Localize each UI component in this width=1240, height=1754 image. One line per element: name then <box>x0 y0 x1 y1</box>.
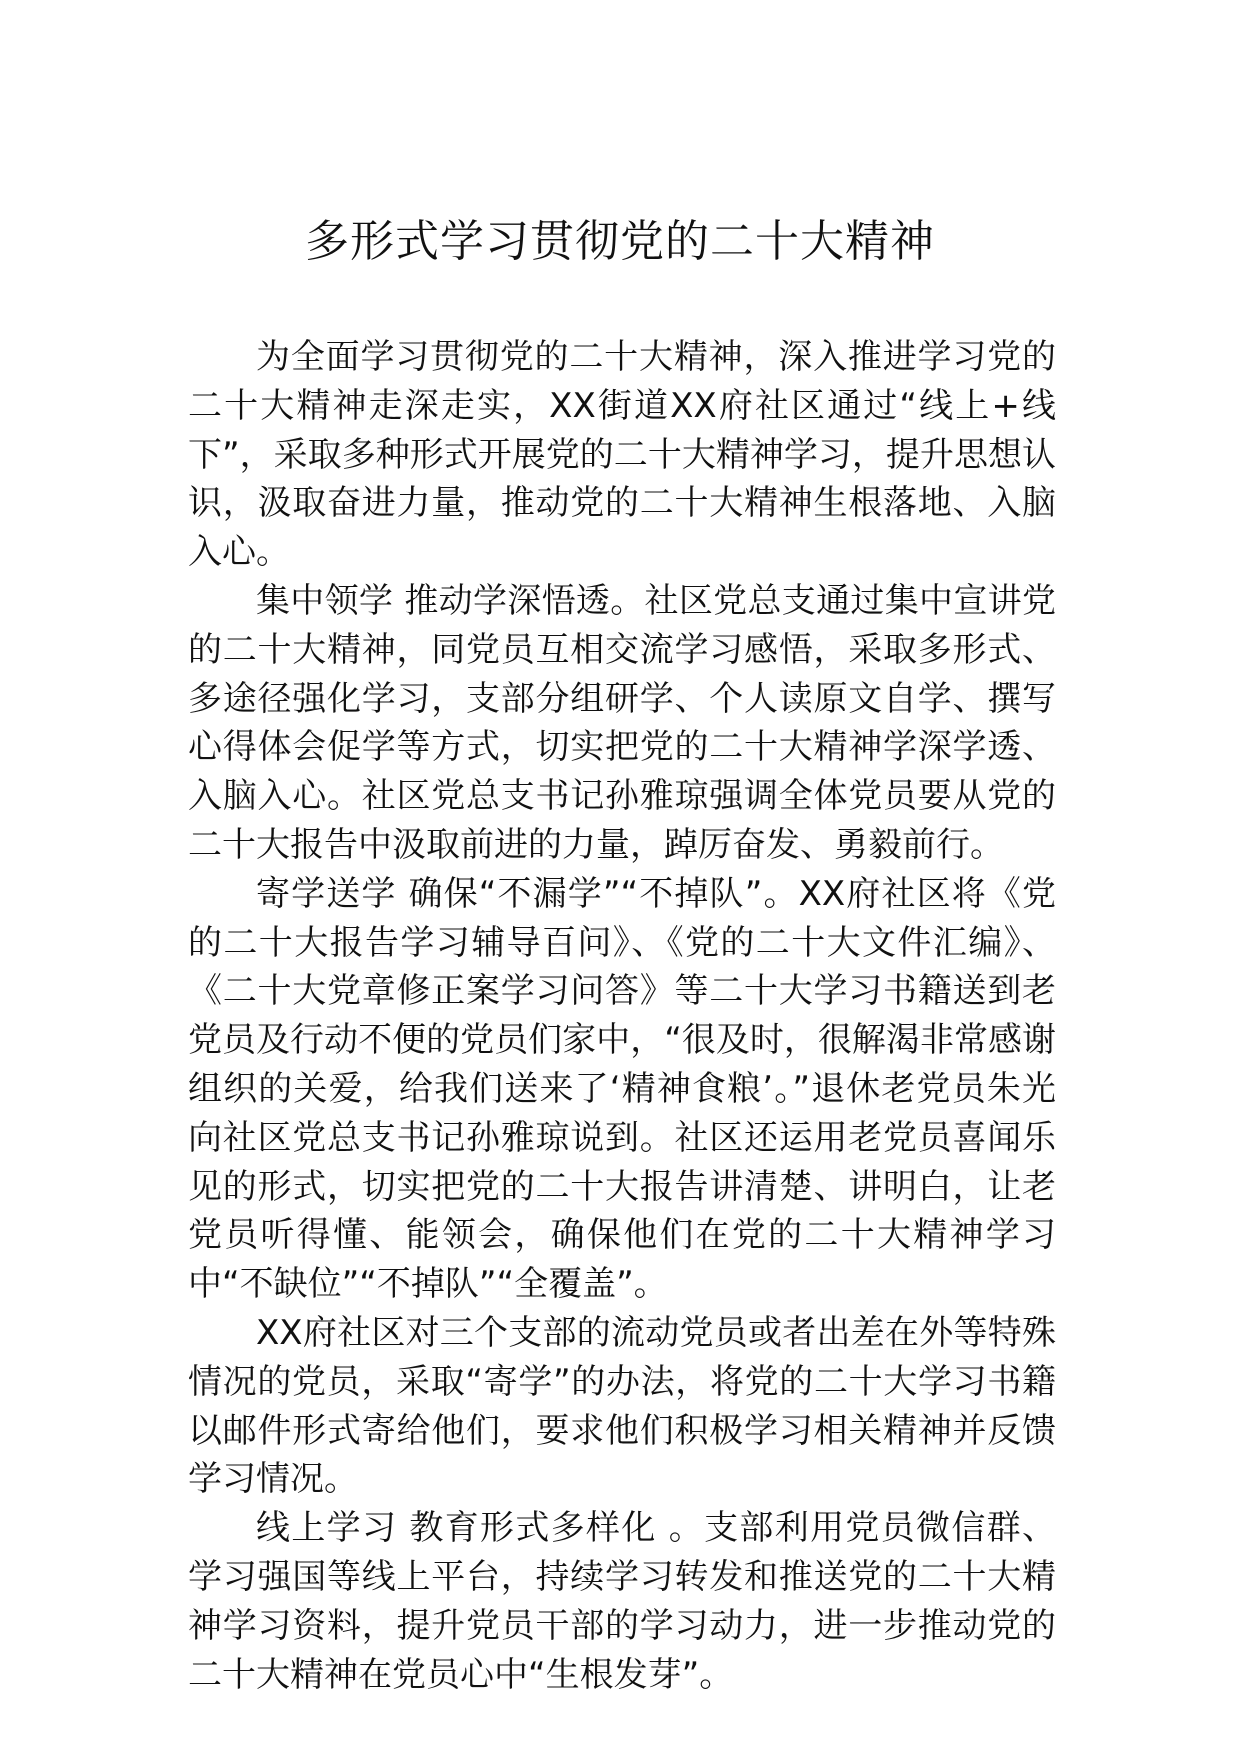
paragraph-mailed-study: XX府社区对三个支部的流动党员或者出差在外等特殊情况的党员，采取“寄学”的办法，将党的二十大学习书籍以邮件形式寄给他们，要求他们积极学习相关精神并反馈学习情况。 <box>188 1312 1056 1500</box>
paragraph-online-study: 线上学习 教育形式多样化 。支部利用党员微信群、学习强国等线上平台，持续学习转发和推送党的二十大精神学习资料，提升党员干部的学习动力，进一步推动党的二十大精神在党员心中“生根发芽”。 <box>188 1508 1056 1695</box>
document-body <box>188 333 1056 1699</box>
paragraph-centralized-study: 集中领学 推动学深悟透。社区党总支通过集中宣讲党的二十大精神，同党员互相交流学习感悟，采取多形式、多途径强化学习，支部分组研学、个人读原文自学、撰写心得体会促学等方式，切实把党的二十大精神学深学透、入脑入心。社区党总支书记孙雅琼强调全体党员要从党的二十大报告中汲取前进的力量，踔厉奋发、勇毅前行。 <box>188 580 1056 865</box>
paragraph-intro: 为全面学习贯彻党的二十大精神，深入推进学习党的二十大精神走深走实，XX街道XX府社区通过“线上+线下”，采取多种形式开展党的二十大精神学习，提升思想认识，汲取奋进力量，推动党的二十大精神生根落地、入脑入心。 <box>188 337 1056 573</box>
paragraph-delivered-study: 寄学送学 确保“不漏学”“不掉队”。XX府社区将《党的二十大报告学习辅导百问》、《党的二十大文件汇编》、《二十大党章修正案学习问答》等二十大学习书籍送到老党员及行动不便的党员们家中，“很及时，很解渴非常感谢组织的关爱，给我们送来了‘精神食粮’。”退休老党员朱光向社区党总支书记孙雅琼说到。社区还运用老党员喜闻乐见的形式，切实把党的二十大报告讲清楚、讲明白，让老党员听得懂、能领会，确保他们在党的二十大精神学习中“不缺位”“不掉队”“全覆盖”。 <box>188 873 1056 1305</box>
document-title: 多形式学习贯彻党的二十大精神 <box>305 216 935 267</box>
